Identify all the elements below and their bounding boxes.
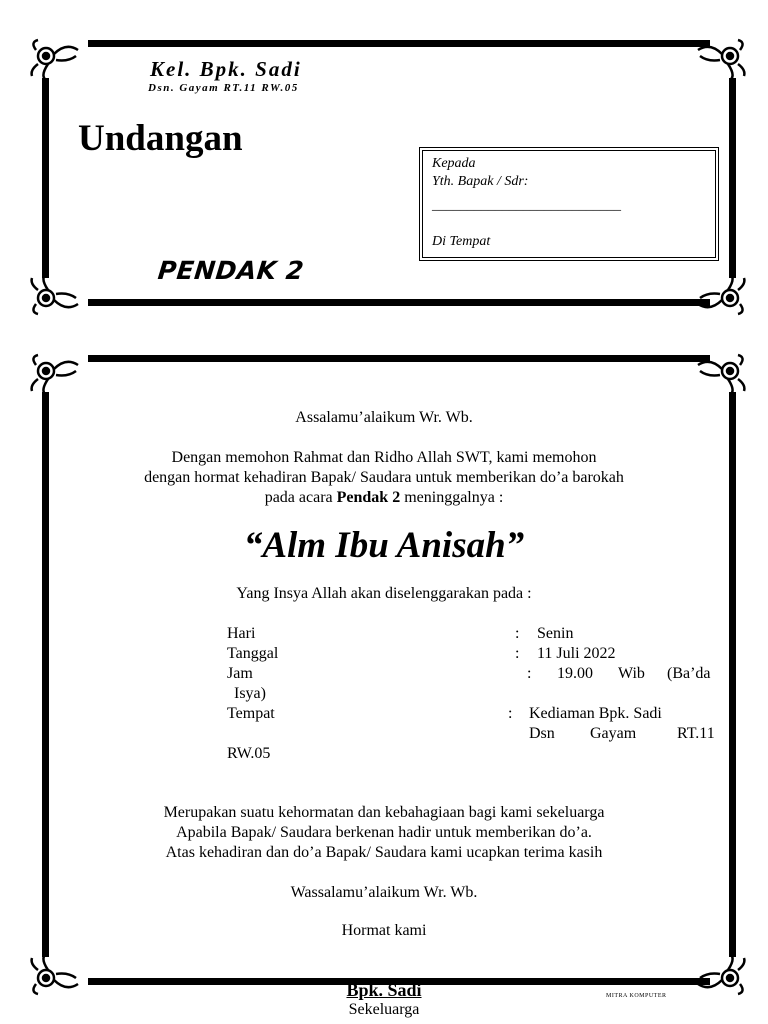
envelope-border-top (88, 40, 710, 47)
signer-name: Bpk. Sadi (346, 980, 422, 1000)
ornament-corner-icon (26, 36, 86, 80)
ornament-corner-icon (690, 36, 750, 80)
intro-line-1: Dengan memohon Rahmat dan Ridho Allah SWT, kami memohon (171, 449, 597, 466)
greeting: Assalamu’alaikum Wr. Wb. (295, 409, 473, 426)
detail-date-label: Tanggal (227, 645, 279, 662)
intro-line-2: dengan hormat kehadiran Bapak/ Saudara untuk memberikan do’a barokah (144, 469, 624, 486)
intro-line-3-prefix: pada acara (264, 489, 337, 506)
detail-day-label: Hari (227, 625, 256, 642)
envelope-family-name: Kel. Bpk. Sadi (150, 57, 302, 81)
detail-day-value: Senin (537, 625, 574, 642)
envelope-address: Dsn. Gayam RT.11 RW.05 (148, 82, 299, 94)
recipient-box (419, 147, 719, 261)
event-name: Pendak 2 (336, 489, 401, 506)
deceased-name: “Alm Ibu Anisah” (243, 525, 525, 566)
farewell: Wassalamu’alaikum Wr. Wb. (290, 884, 478, 901)
ornament-corner-icon (690, 274, 750, 318)
letter-border-top (88, 355, 710, 362)
ornament-corner-icon (26, 274, 86, 318)
detail-place-value-2c: RT.11 (677, 725, 715, 742)
detail-time-colon: : (527, 665, 532, 682)
ornament-corner-icon (690, 351, 750, 395)
envelope-title: Undangan (78, 118, 243, 159)
envelope-border-right (729, 78, 736, 278)
detail-time-value-2: Wib (618, 665, 645, 682)
envelope-border-bottom (88, 299, 710, 306)
detail-time-label: Jam (227, 665, 253, 682)
detail-time-value-wrap: Isya) (234, 685, 266, 702)
closing-line-1: Merupakan suatu kehormatan dan kebahagiaan bagi kami sekeluarga (163, 804, 605, 821)
regards: Hormat kami (341, 922, 427, 939)
detail-date-colon: : (515, 645, 520, 662)
detail-day-colon: : (515, 625, 520, 642)
detail-place-value-2b: Gayam (590, 725, 637, 742)
detail-place-label: Tempat (227, 705, 275, 722)
printer-mark: MITRA KOMPUTER (606, 993, 667, 999)
recipient-honorific: Yth. Bapak / Sdr: (432, 174, 529, 189)
detail-date-value: 11 Juli 2022 (537, 645, 616, 662)
intro-line-3-suffix: meninggalnya : (400, 489, 504, 506)
event-badge: PENDAK 2 (156, 256, 306, 285)
schedule-intro: Yang Insya Allah akan diselenggarakan pada : (236, 585, 532, 602)
intro-line-3 (0, 489, 768, 507)
detail-time-value-1: 19.00 (557, 665, 593, 682)
detail-place-colon: : (508, 705, 513, 722)
detail-place-value-2a: Dsn (529, 725, 555, 742)
closing-line-2: Apabila Bapak/ Saudara berkenan hadir untuk memberikan do’a. (176, 824, 592, 841)
envelope-border-left (42, 78, 49, 278)
recipient-name-line: ___________________________ (432, 198, 621, 213)
detail-time-value-3: (Ba’da (667, 665, 711, 682)
recipient-place: Di Tempat (432, 234, 491, 249)
ornament-corner-icon (26, 351, 86, 395)
detail-place-value-wrap: RW.05 (227, 745, 271, 762)
closing-line-3: Atas kehadiran dan do’a Bapak/ Saudara kami ucapkan terima kasih (165, 844, 603, 861)
detail-place-value-1: Kediaman Bpk. Sadi (529, 705, 662, 722)
recipient-to: Kepada (432, 156, 476, 171)
signer-family: Sekeluarga (348, 1001, 420, 1018)
